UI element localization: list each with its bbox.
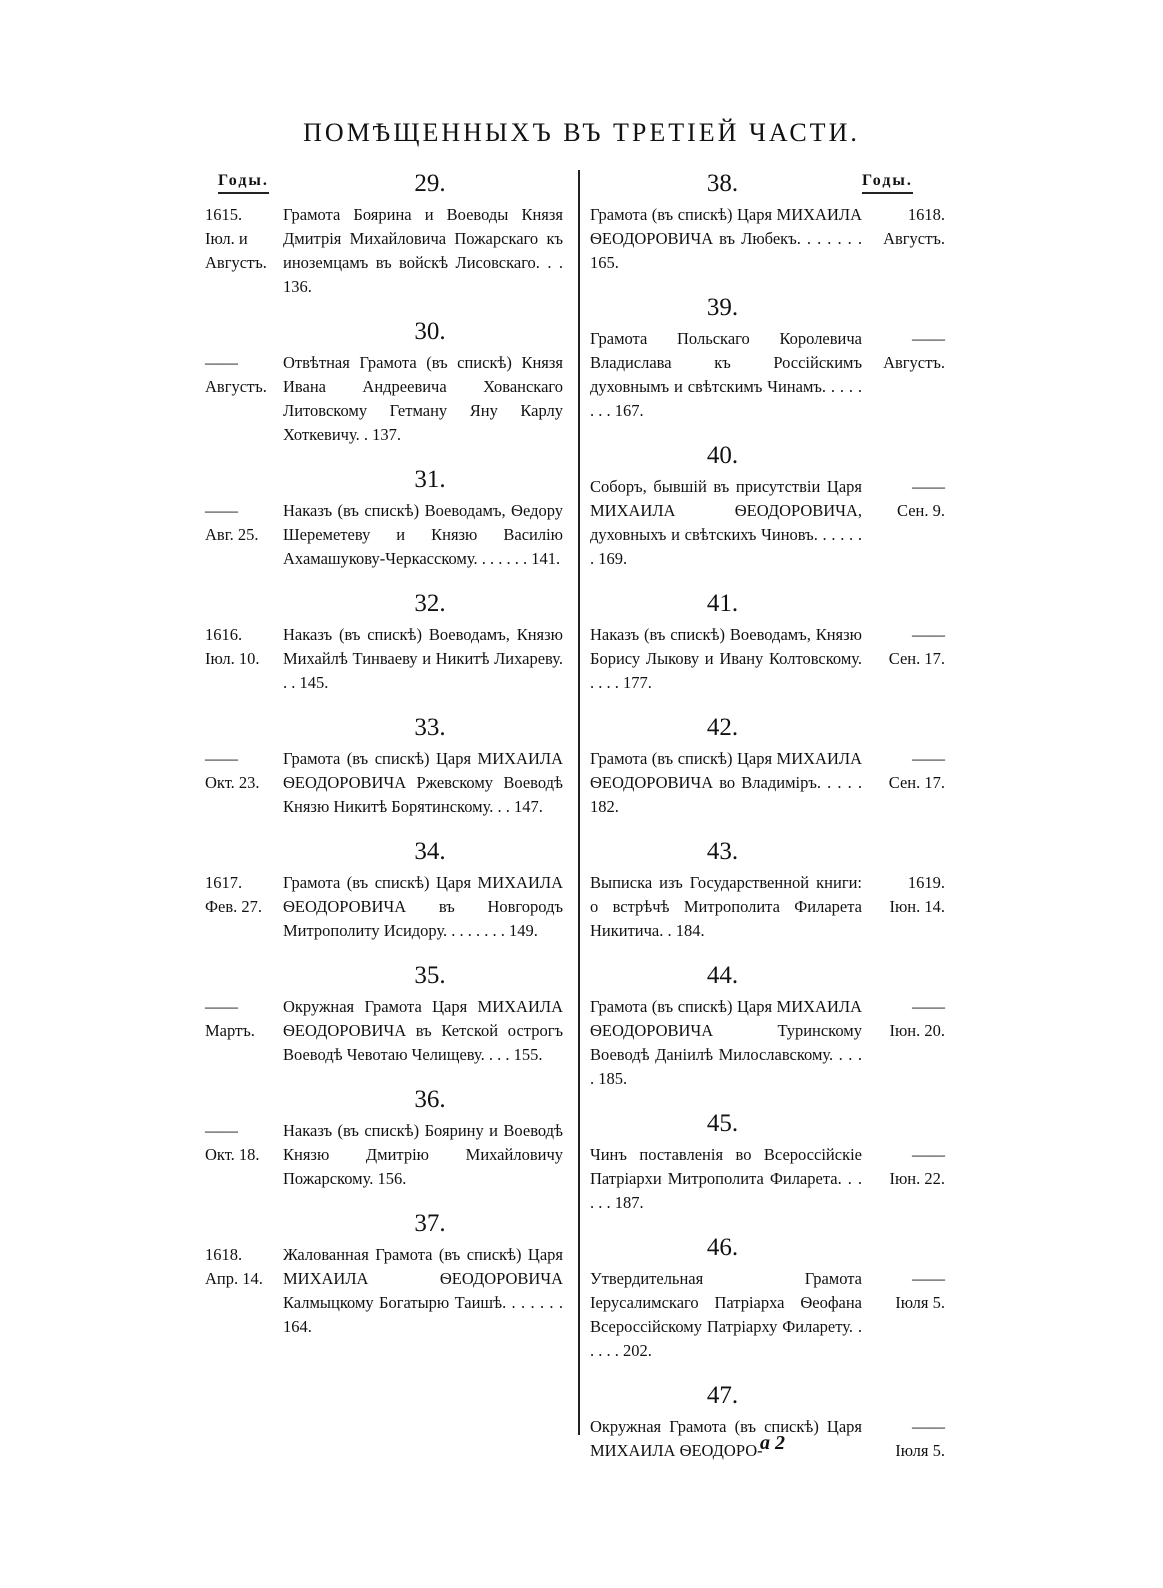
entry-date — [205, 995, 283, 1067]
toc-entry — [205, 747, 575, 819]
entry-number: 31. — [414, 466, 446, 493]
toc-entry — [590, 327, 945, 423]
toc-entry — [590, 995, 945, 1091]
entry-text: Наказъ (въ спискѣ) Воеводамъ, Ѳедору Шереметеву и Князю Василію Ахамашукову-Черкасскому. . . . . . . 141. — [283, 501, 563, 568]
toc-entry — [205, 871, 575, 943]
right-column — [590, 165, 945, 1477]
toc-entry — [590, 871, 945, 943]
left-column — [205, 165, 575, 1353]
entry-number: 45. — [706, 1110, 739, 1137]
entry-date — [205, 623, 283, 695]
entry-date — [862, 871, 945, 943]
entry-date — [862, 623, 945, 695]
entry-date-line: 1615. — [205, 205, 243, 224]
entry-date-line: Авг. 25. — [205, 525, 259, 544]
entry-date-line: Іюл. 10. — [205, 649, 260, 668]
entry-date-line: 1619. — [907, 873, 945, 892]
entry-text: Грамота Польскаго Королевича Владислава къ Россійскимъ духовнымъ и свѣтскимъ Чинамъ. . . . . . . . 167. — [590, 329, 862, 420]
entry-text: Соборъ, бывшій въ присутствіи Царя МИХАИЛА ѲЕОДОРОВИЧА, духовныхъ и свѣтскихъ Чиновъ. . . . . . . 169. — [590, 477, 862, 568]
entry-date-line: —— — [205, 749, 238, 768]
entry-date-line: Іюл. и — [205, 229, 248, 248]
entry-date — [862, 747, 945, 819]
entry-date-line: Августъ. — [883, 229, 945, 248]
entry-date — [862, 1267, 945, 1363]
entry-date-line: Августъ. — [205, 253, 267, 272]
entry-date-line: Сен. 9. — [897, 501, 945, 520]
entry-date — [205, 203, 283, 299]
entry-date-line: —— — [205, 501, 238, 520]
entry-date-line: Іюля 5. — [895, 1293, 945, 1312]
entry-text: Грамота Боярина и Воеводы Князя Дмитрія Михайловича Пожарскаго къ иноземцамъ въ войскѣ Лисовскаго. . . 136. — [283, 205, 563, 296]
entry-number: 43. — [706, 838, 739, 865]
entry-date-line: —— — [912, 749, 945, 768]
entry-date-line: Іюн. 20. — [889, 1021, 945, 1040]
entry-date-line: 1617. — [205, 873, 243, 892]
entry-date-line: —— — [912, 625, 945, 644]
entry-date-line: —— — [205, 353, 238, 372]
entry-number: 40. — [706, 442, 739, 469]
entry-date-line: —— — [912, 1145, 945, 1164]
entry-date — [205, 747, 283, 819]
entry-date-line: 1618. — [907, 205, 945, 224]
toc-entry — [205, 203, 575, 299]
entry-date-line: Сен. 17. — [888, 773, 945, 792]
entry-number: 44. — [706, 962, 739, 989]
entry-number: 42. — [706, 714, 739, 741]
toc-entry — [590, 475, 945, 571]
entry-text: Грамота (въ спискѣ) Царя МИХАИЛА ѲЕОДОРОВИЧА въ Новгородъ Митрополиту Исидору. . . . . . . . 149. — [283, 873, 563, 940]
entry-date-line: 1618. — [205, 1245, 243, 1264]
entry-date — [862, 995, 945, 1091]
entry-number: 46. — [706, 1234, 739, 1261]
toc-entry — [205, 1243, 575, 1339]
entry-date-line: —— — [912, 1269, 945, 1288]
entry-number: 32. — [414, 590, 446, 617]
toc-entry — [205, 623, 575, 695]
entry-text: Наказъ (въ спискѣ) Воеводамъ, Князю Михайлѣ Тинваеву и Никитѣ Лихареву. . . 145. — [283, 625, 563, 692]
entry-date-line: —— — [205, 1121, 238, 1140]
entry-text: Наказъ (въ спискѣ) Боярину и Воеводѣ Князю Дмитрію Михайловичу Пожарскому. 156. — [283, 1121, 563, 1188]
entry-date-line: Іюн. 22. — [889, 1169, 945, 1188]
entry-date — [205, 499, 283, 571]
years-header-left: Годы. — [218, 172, 269, 194]
entry-text: Грамота (въ спискѣ) Царя МИХАИЛА ѲЕОДОРОВИЧА Ржевскому Воеводѣ Князю Никитѣ Борятинскому. . . 147. — [283, 749, 563, 816]
entry-text: Чинъ поставленія во Всероссійскіе Патріархи Митрополита Филарета. . . . . . 187. — [590, 1145, 862, 1212]
entry-date-line: Іюн. 14. — [889, 897, 945, 916]
toc-entry — [590, 623, 945, 695]
entry-text: Грамота (въ спискѣ) Царя МИХАИЛА ѲЕОДОРОВИЧА въ Любекъ. . . . . . . 165. — [590, 205, 862, 272]
years-header-right: Годы. — [862, 172, 913, 194]
entry-number: 30. — [414, 318, 446, 345]
entry-text: Окружная Грамота Царя МИХАИЛА ѲЕОДОРОВИЧА въ Кетской острогъ Воеводѣ Чевотаю Челищеву. . . . 155. — [283, 997, 563, 1064]
entry-date-line: Августъ. — [205, 377, 267, 396]
entry-number: 39. — [706, 294, 739, 321]
entry-date — [862, 1415, 945, 1463]
entry-date-line: —— — [912, 477, 945, 496]
entry-number: 47. — [706, 1382, 739, 1409]
entry-number: 34. — [414, 838, 446, 865]
entry-date — [862, 475, 945, 571]
entry-date-line: Апр. 14. — [205, 1269, 263, 1288]
toc-entry — [590, 1143, 945, 1215]
column-divider — [578, 170, 580, 1435]
toc-entry — [205, 1119, 575, 1191]
entry-text: Отвѣтная Грамота (въ спискѣ) Князя Ивана Андреевича Хованскаго Литовскому Гетману Яну Карлу Хоткевичу. . 137. — [283, 353, 563, 444]
entry-date-line: Окт. 18. — [205, 1145, 260, 1164]
entry-date-line: Іюля 5. — [895, 1441, 945, 1460]
entry-number: 37. — [414, 1210, 446, 1237]
entry-date — [205, 351, 283, 447]
entry-date-line: Фев. 27. — [205, 897, 263, 916]
entry-date — [205, 871, 283, 943]
entry-number: 35. — [414, 962, 446, 989]
entry-date-line: —— — [912, 997, 945, 1016]
entry-number: 41. — [706, 590, 739, 617]
entry-date-line: —— — [912, 1417, 945, 1436]
entry-date — [862, 1143, 945, 1215]
entry-date — [205, 1243, 283, 1339]
entry-number: 38. — [706, 170, 739, 197]
entry-text: Грамота (въ спискѣ) Царя МИХАИЛА ѲЕОДОРОВИЧА во Владиміръ. . . . . 182. — [590, 749, 862, 816]
entry-date-line: —— — [205, 997, 238, 1016]
toc-entry — [205, 499, 575, 571]
entry-date-line: Августъ. — [883, 353, 945, 372]
page-title: ПОМѢЩЕННЫХЪ ВЪ ТРЕТІЕЙ ЧАСТИ. — [303, 118, 860, 147]
entry-date-line: —— — [912, 329, 945, 348]
toc-entry — [590, 203, 945, 275]
entry-date-line: Сен. 17. — [888, 649, 945, 668]
entry-number: 29. — [414, 170, 446, 197]
entry-date — [205, 1119, 283, 1191]
signature-mark: а 2 — [760, 1432, 785, 1454]
toc-entry — [590, 747, 945, 819]
entry-number: 36. — [414, 1086, 446, 1113]
entry-date — [862, 203, 945, 275]
entry-text: Грамота (въ спискѣ) Царя МИХАИЛА ѲЕОДОРОВИЧА Туринскому Воеводѣ Даніилѣ Милославскому. . . . . 185. — [590, 997, 862, 1088]
entry-date-line: 1616. — [205, 625, 243, 644]
entry-date-line: Мартъ. — [205, 1021, 255, 1040]
entry-text: Выписка изъ Государственной книги: о встрѣчѣ Митрополита Филарета Никитича. . 184. — [590, 873, 862, 940]
entry-text: Наказъ (въ спискѣ) Воеводамъ, Князю Борису Лыкову и Ивану Колтовскому. . . . . 177. — [590, 625, 862, 692]
entry-date — [862, 327, 945, 423]
toc-entry — [590, 1267, 945, 1363]
entry-text: Утвердительная Грамота Іерусалимскаго Патріарха Ѳеофана Всероссійскому Патріарху Филарету. . . . . . 202. — [590, 1269, 862, 1360]
toc-entry — [205, 351, 575, 447]
toc-entry — [205, 995, 575, 1067]
entry-number: 33. — [414, 714, 446, 741]
entry-text: Жалованная Грамота (въ спискѣ) Царя МИХАИЛА ѲЕОДОРОВИЧА Калмыцкому Богатырю Таишѣ. . . . . . . 164. — [283, 1245, 563, 1336]
entry-text: Окружная Грамота (въ спискѣ) Царя МИХАИЛА ѲЕОДОРО- — [590, 1417, 862, 1460]
entry-date-line: Окт. 23. — [205, 773, 260, 792]
